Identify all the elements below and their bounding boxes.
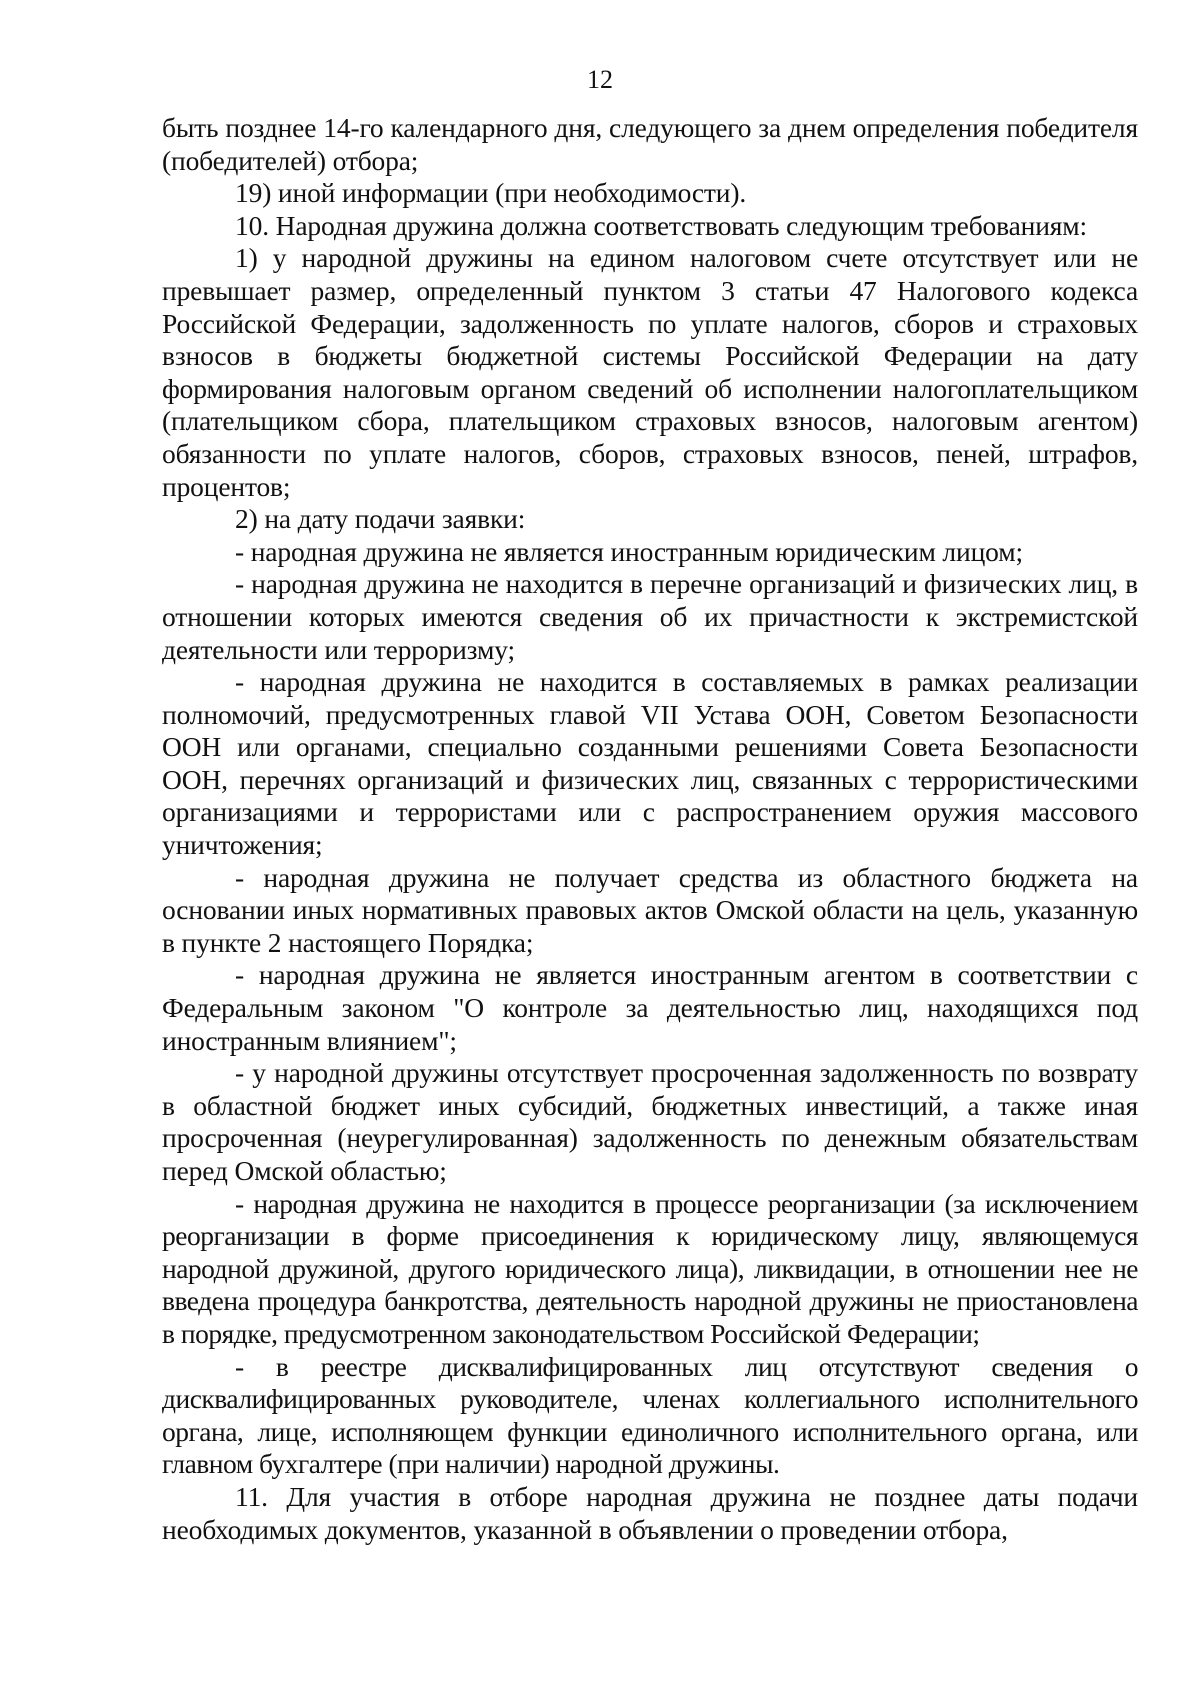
- paragraph-continuation: быть позднее 14-го календарного дня, следующего за днем определения победителя (победителей) отбора;: [162, 112, 1138, 176]
- paragraph-condition-extremism-list: - народная дружина не находится в перечне организаций и физических лиц, в отношении которых имеются сведения об их причастности к экстремистской деятельности или терроризму;: [162, 568, 1138, 665]
- paragraph-section-10: 10. Народная дружина должна соответствовать следующим требованиям:: [235, 209, 1088, 241]
- paragraph-condition-other-funding: - народная дружина не получает средства из областного бюджета на основании иных нормативных правовых актов Омской области на цель, указанную в пункте 2 настоящего Порядка;: [162, 861, 1138, 958]
- paragraph-condition-reorganization: - народная дружина не находится в процессе реорганизации (за исключением реорганизации в форме присоединения к юридическому лицу, являющемуся народной дружиной, другого юридического лица), ликвидации, в отношении нее не введена процедура банкротства, деятельность народной дружины не приостановлена в порядке, предусмотренном законодательством Российской Федерации;: [162, 1187, 1138, 1349]
- paragraph-condition-foreign-entity: - народная дружина не является иностранным юридическим лицом;: [235, 535, 1023, 567]
- paragraph-item-19: 19) иной информации (при необходимости).: [235, 177, 747, 209]
- paragraph-condition-disqualified-persons: - в реестре дисквалифицированных лиц отсутствуют сведения о дисквалифицированных руководителе, членах коллегиального исполнительного органа, лице, исполняющем функции единоличного исполнительного органа, или главном бухгалтере (при наличии) народной дружины.: [162, 1350, 1138, 1480]
- paragraph-requirement-1: 1) у народной дружины на едином налоговом счете отсутствует или не превышает размер, определенный пунктом 3 статьи 47 Налогового кодекса Российской Федерации, задолженность по уплате налогов, сборов и страховых взносов в бюджеты бюджетной системы Российской Федерации на дату формирования налоговым органом сведений об исполнении налогоплательщиком (плательщиком сбора, плательщиком страховых взносов, налоговым агентом) обязанности по уплате налогов, сборов, страховых взносов, пеней, штрафов, процентов;: [162, 242, 1138, 502]
- paragraph-requirement-2: 2) на дату подачи заявки:: [235, 503, 526, 535]
- paragraph-condition-overdue-debt: - у народной дружины отсутствует просроченная задолженность по возврату в областной бюджет иных субсидий, бюджетных инвестиций, а также иная просроченная (неурегулированная) задолженность по денежным обязательствам перед Омской областью;: [162, 1057, 1138, 1186]
- paragraph-section-11: 11. Для участия в отборе народная дружина не позднее даты подачи необходимых документов, указанной в объявлении о проведении отбора,: [162, 1480, 1138, 1545]
- document-body: [162, 112, 1138, 1546]
- paragraph-condition-un-lists: - народная дружина не находится в составляемых в рамках реализации полномочий, предусмотренных главой VII Устава ООН, Советом Безопасности ООН или органами, специально созданными решениями Совета Безопасности ООН, перечнях организаций и физических лиц, связанных с террористическими организациями и террористами или с распространением оружия массового уничтожения;: [162, 666, 1138, 861]
- paragraph-condition-foreign-agent: - народная дружина не является иностранным агентом в соответствии с Федеральным законом "О контроле за деятельностью лиц, находящихся под иностранным влиянием";: [162, 959, 1138, 1056]
- page-number: 12: [587, 65, 613, 94]
